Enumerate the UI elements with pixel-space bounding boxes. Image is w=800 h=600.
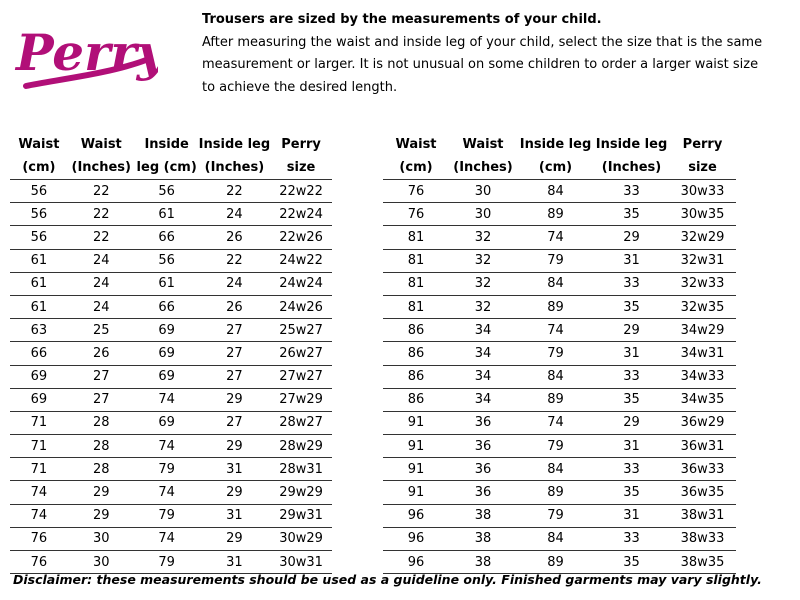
table-cell: 28 (68, 411, 135, 434)
table-cell: 26 (68, 342, 135, 365)
table-cell: 56 (10, 203, 68, 226)
column-header: Perry (281, 137, 321, 152)
table-cell: 89 (517, 295, 594, 318)
table-cell: 38 (449, 504, 517, 527)
table-cell: 33 (594, 365, 669, 388)
table-cell: 71 (10, 435, 68, 458)
table-cell: 36 (449, 411, 517, 434)
table-row (10, 388, 332, 411)
table-cell: 56 (135, 180, 199, 203)
table-cell: 69 (135, 365, 199, 388)
table-cell: 66 (10, 342, 68, 365)
table-cell: 27w27 (270, 365, 332, 388)
table-cell: 36 (449, 435, 517, 458)
table-cell: 31 (594, 504, 669, 527)
table-cell: 36 (449, 481, 517, 504)
intro-line: to achieve the desired length. (202, 79, 398, 95)
table-row (383, 226, 736, 249)
table-row (10, 272, 332, 295)
header-row (383, 133, 736, 156)
table-cell: 35 (594, 551, 669, 574)
table-cell: 28w31 (270, 458, 332, 481)
table-row (10, 458, 332, 481)
table-cell: 81 (383, 249, 449, 272)
table-cell: 96 (383, 527, 449, 550)
table-cell: 74 (517, 319, 594, 342)
table-cell: 66 (135, 226, 199, 249)
table-cell: 79 (517, 504, 594, 527)
column-header: size (688, 160, 717, 175)
table-cell: 96 (383, 504, 449, 527)
table-cell: 29 (68, 504, 135, 527)
table-row (10, 411, 332, 434)
table-cell: 33 (594, 458, 669, 481)
column-header: (Inches) (71, 160, 131, 175)
table-cell: 27 (199, 319, 271, 342)
table-cell: 24 (68, 272, 135, 295)
column-header: Inside leg (519, 137, 592, 152)
column-header: (cm) (399, 160, 433, 175)
table-cell: 36w29 (669, 411, 736, 434)
table-cell: 26 (199, 226, 271, 249)
table-cell: 81 (383, 226, 449, 249)
table-cell: 29w31 (270, 504, 332, 527)
table-cell: 24 (68, 295, 135, 318)
table-cell: 27 (68, 365, 135, 388)
table-body (10, 180, 332, 574)
table-cell: 34w33 (669, 365, 736, 388)
table-row (10, 180, 332, 203)
table-cell: 61 (10, 249, 68, 272)
table-row (10, 295, 332, 318)
table-cell: 33 (594, 527, 669, 550)
table-cell: 28 (68, 458, 135, 481)
table-cell: 91 (383, 411, 449, 434)
table-header (10, 133, 332, 180)
table-row (383, 551, 736, 574)
table-row (10, 527, 332, 550)
table-cell: 89 (517, 203, 594, 226)
table-row (383, 342, 736, 365)
table-cell: 34w31 (669, 342, 736, 365)
table-cell: 32 (449, 295, 517, 318)
table-cell: 79 (135, 551, 199, 574)
table-cell: 34 (449, 319, 517, 342)
table-cell: 22 (199, 249, 271, 272)
table-cell: 33 (594, 180, 669, 203)
table-cell: 79 (135, 458, 199, 481)
table-cell: 38w31 (669, 504, 736, 527)
table-row (10, 342, 332, 365)
table-cell: 76 (10, 527, 68, 550)
table-cell: 84 (517, 272, 594, 295)
table-cell: 79 (517, 435, 594, 458)
table-cell: 28w27 (270, 411, 332, 434)
table-cell: 36w31 (669, 435, 736, 458)
column-header: Waist (395, 137, 437, 152)
table-cell: 24 (68, 249, 135, 272)
table-cell: 22w26 (270, 226, 332, 249)
table-row (383, 411, 736, 434)
table-cell: 26w27 (270, 342, 332, 365)
table-cell: 31 (199, 458, 271, 481)
column-header: (cm) (538, 160, 573, 175)
table-cell: 29 (199, 435, 271, 458)
table-row (383, 249, 736, 272)
table-row (383, 295, 736, 318)
intro-line: After measuring the waist and inside leg of your child, select the size that is the same (202, 34, 763, 50)
table-cell: 30w29 (270, 527, 332, 550)
column-header: Waist (80, 137, 122, 152)
table-cell: 27 (199, 365, 271, 388)
table-cell: 28w29 (270, 435, 332, 458)
table-cell: 74 (135, 388, 199, 411)
table-cell: 84 (517, 527, 594, 550)
table-cell: 74 (10, 504, 68, 527)
table-cell: 36w33 (669, 458, 736, 481)
column-header: Inside leg (198, 137, 271, 152)
table-cell: 25 (68, 319, 135, 342)
table-cell: 30 (68, 551, 135, 574)
perry-logo (14, 14, 158, 98)
table-cell: 22 (68, 226, 135, 249)
table-cell: 35 (594, 295, 669, 318)
table-row (10, 226, 332, 249)
table-cell: 22 (199, 180, 271, 203)
table-cell: 34w35 (669, 388, 736, 411)
table-cell: 86 (383, 319, 449, 342)
table-cell: 35 (594, 481, 669, 504)
table-cell: 86 (383, 342, 449, 365)
table-cell: 61 (135, 272, 199, 295)
table-row (10, 504, 332, 527)
table-cell: 66 (135, 295, 199, 318)
table-cell: 30 (68, 527, 135, 550)
table-cell: 56 (10, 180, 68, 203)
table-cell: 31 (199, 504, 271, 527)
table-cell: 29w29 (270, 481, 332, 504)
table-cell: 28 (68, 435, 135, 458)
table-cell: 34 (449, 342, 517, 365)
table-cell: 56 (135, 249, 199, 272)
table-cell: 96 (383, 551, 449, 574)
table-cell: 79 (517, 249, 594, 272)
table-cell: 38w35 (669, 551, 736, 574)
table-body (383, 180, 736, 574)
table-row (383, 272, 736, 295)
table-cell: 61 (10, 272, 68, 295)
table-row (10, 203, 332, 226)
table-cell: 56 (10, 226, 68, 249)
table-cell: 26 (199, 295, 271, 318)
table-cell: 74 (517, 411, 594, 434)
size-table-left (10, 133, 332, 574)
table-cell: 76 (383, 203, 449, 226)
table-cell: 84 (517, 365, 594, 388)
table-cell: 91 (383, 481, 449, 504)
table-cell: 76 (383, 180, 449, 203)
table-cell: 24w24 (270, 272, 332, 295)
table-cell: 31 (594, 435, 669, 458)
table-cell: 31 (199, 551, 271, 574)
table-cell: 22 (68, 180, 135, 203)
table-cell: 32 (449, 249, 517, 272)
table-cell: 81 (383, 272, 449, 295)
table-cell: 89 (517, 481, 594, 504)
table-cell: 22 (68, 203, 135, 226)
table-cell: 61 (135, 203, 199, 226)
column-header: (Inches) (601, 160, 662, 175)
table-cell: 89 (517, 388, 594, 411)
table-cell: 32w33 (669, 272, 736, 295)
table-cell: 25w27 (270, 319, 332, 342)
table-cell: 24w26 (270, 295, 332, 318)
table-row (10, 481, 332, 504)
table-cell: 30 (449, 180, 517, 203)
table-cell: 32w35 (669, 295, 736, 318)
table-cell: 32 (449, 226, 517, 249)
table-cell: 31 (594, 342, 669, 365)
table-cell: 22w24 (270, 203, 332, 226)
table-row (10, 319, 332, 342)
table-row (383, 180, 736, 203)
disclaimer-text: Disclaimer: these measurements should be used as a guideline only. Finished garments may vary slightly. (13, 572, 762, 587)
table-cell: 34 (449, 388, 517, 411)
table-cell: 74 (10, 481, 68, 504)
table-row (10, 365, 332, 388)
table-cell: 29 (199, 481, 271, 504)
table-cell: 74 (517, 226, 594, 249)
table-cell: 79 (135, 504, 199, 527)
column-header: Inside leg (595, 137, 668, 152)
table-cell: 27w29 (270, 388, 332, 411)
table-cell: 34 (449, 365, 517, 388)
table-cell: 32w31 (669, 249, 736, 272)
table-cell: 29 (199, 388, 271, 411)
table-cell: 29 (594, 319, 669, 342)
table-cell: 89 (517, 551, 594, 574)
header-row (10, 156, 332, 180)
column-header: (Inches) (204, 160, 265, 175)
size-table-right (383, 133, 736, 574)
table-row (383, 481, 736, 504)
table-cell: 71 (10, 458, 68, 481)
table-cell: 35 (594, 203, 669, 226)
table-cell: 63 (10, 319, 68, 342)
table-cell: 30w35 (669, 203, 736, 226)
column-header: Waist (462, 137, 504, 152)
table-row (10, 435, 332, 458)
table-cell: 38 (449, 527, 517, 550)
table-row (383, 504, 736, 527)
table-cell: 36w35 (669, 481, 736, 504)
table-cell: 27 (199, 342, 271, 365)
table-cell: 32w29 (669, 226, 736, 249)
table-row (10, 249, 332, 272)
table-cell: 22w22 (270, 180, 332, 203)
table-cell: 24w22 (270, 249, 332, 272)
table-cell: 76 (10, 551, 68, 574)
table-cell: 29 (594, 411, 669, 434)
table-cell: 36 (449, 458, 517, 481)
column-header: (cm) (22, 160, 56, 175)
table-cell: 71 (10, 411, 68, 434)
table-row (10, 551, 332, 574)
table-cell: 86 (383, 365, 449, 388)
header-row (383, 156, 736, 180)
table-cell: 84 (517, 458, 594, 481)
table-cell: 29 (68, 481, 135, 504)
table-cell: 81 (383, 295, 449, 318)
table-cell: 61 (10, 295, 68, 318)
table-cell: 33 (594, 272, 669, 295)
column-header: size (286, 160, 316, 175)
table-cell: 35 (594, 388, 669, 411)
table-header (383, 133, 736, 180)
table-row (383, 319, 736, 342)
table-cell: 69 (135, 342, 199, 365)
table-row (383, 203, 736, 226)
table-row (383, 435, 736, 458)
table-row (383, 365, 736, 388)
table-cell: 91 (383, 435, 449, 458)
table-cell: 30 (449, 203, 517, 226)
table-row (383, 388, 736, 411)
table-cell: 38 (449, 551, 517, 574)
table-cell: 69 (10, 388, 68, 411)
table-cell: 86 (383, 388, 449, 411)
table-cell: 84 (517, 180, 594, 203)
intro-line: measurement or larger. It is not unusual on some children to order a larger waist size (202, 57, 759, 72)
table-cell: 91 (383, 458, 449, 481)
table-cell: 24 (199, 203, 271, 226)
intro-text (202, 9, 792, 99)
table-cell: 69 (10, 365, 68, 388)
table-cell: 69 (135, 411, 199, 434)
column-header: Perry (682, 137, 723, 152)
table-cell: 34w29 (669, 319, 736, 342)
table-cell: 69 (135, 319, 199, 342)
table-cell: 30w33 (669, 180, 736, 203)
table-cell: 38w33 (669, 527, 736, 550)
logo-wordmark: Perry (16, 23, 158, 82)
intro-title: Trousers are sized by the measurements of your child. (202, 12, 602, 27)
table-cell: 24 (199, 272, 271, 295)
table-cell: 29 (199, 527, 271, 550)
column-header: (Inches) (453, 160, 513, 175)
table-cell: 30w31 (270, 551, 332, 574)
table-cell: 27 (68, 388, 135, 411)
table-cell: 27 (199, 411, 271, 434)
column-header: Inside (144, 137, 189, 152)
table-cell: 74 (135, 435, 199, 458)
table-cell: 29 (594, 226, 669, 249)
column-header: Waist (18, 137, 60, 152)
table-cell: 74 (135, 527, 199, 550)
header-row (10, 133, 332, 156)
table-cell: 79 (517, 342, 594, 365)
table-cell: 32 (449, 272, 517, 295)
table-cell: 31 (594, 249, 669, 272)
table-row (383, 458, 736, 481)
column-header: leg (cm) (136, 160, 197, 175)
table-row (383, 527, 736, 550)
table-cell: 74 (135, 481, 199, 504)
